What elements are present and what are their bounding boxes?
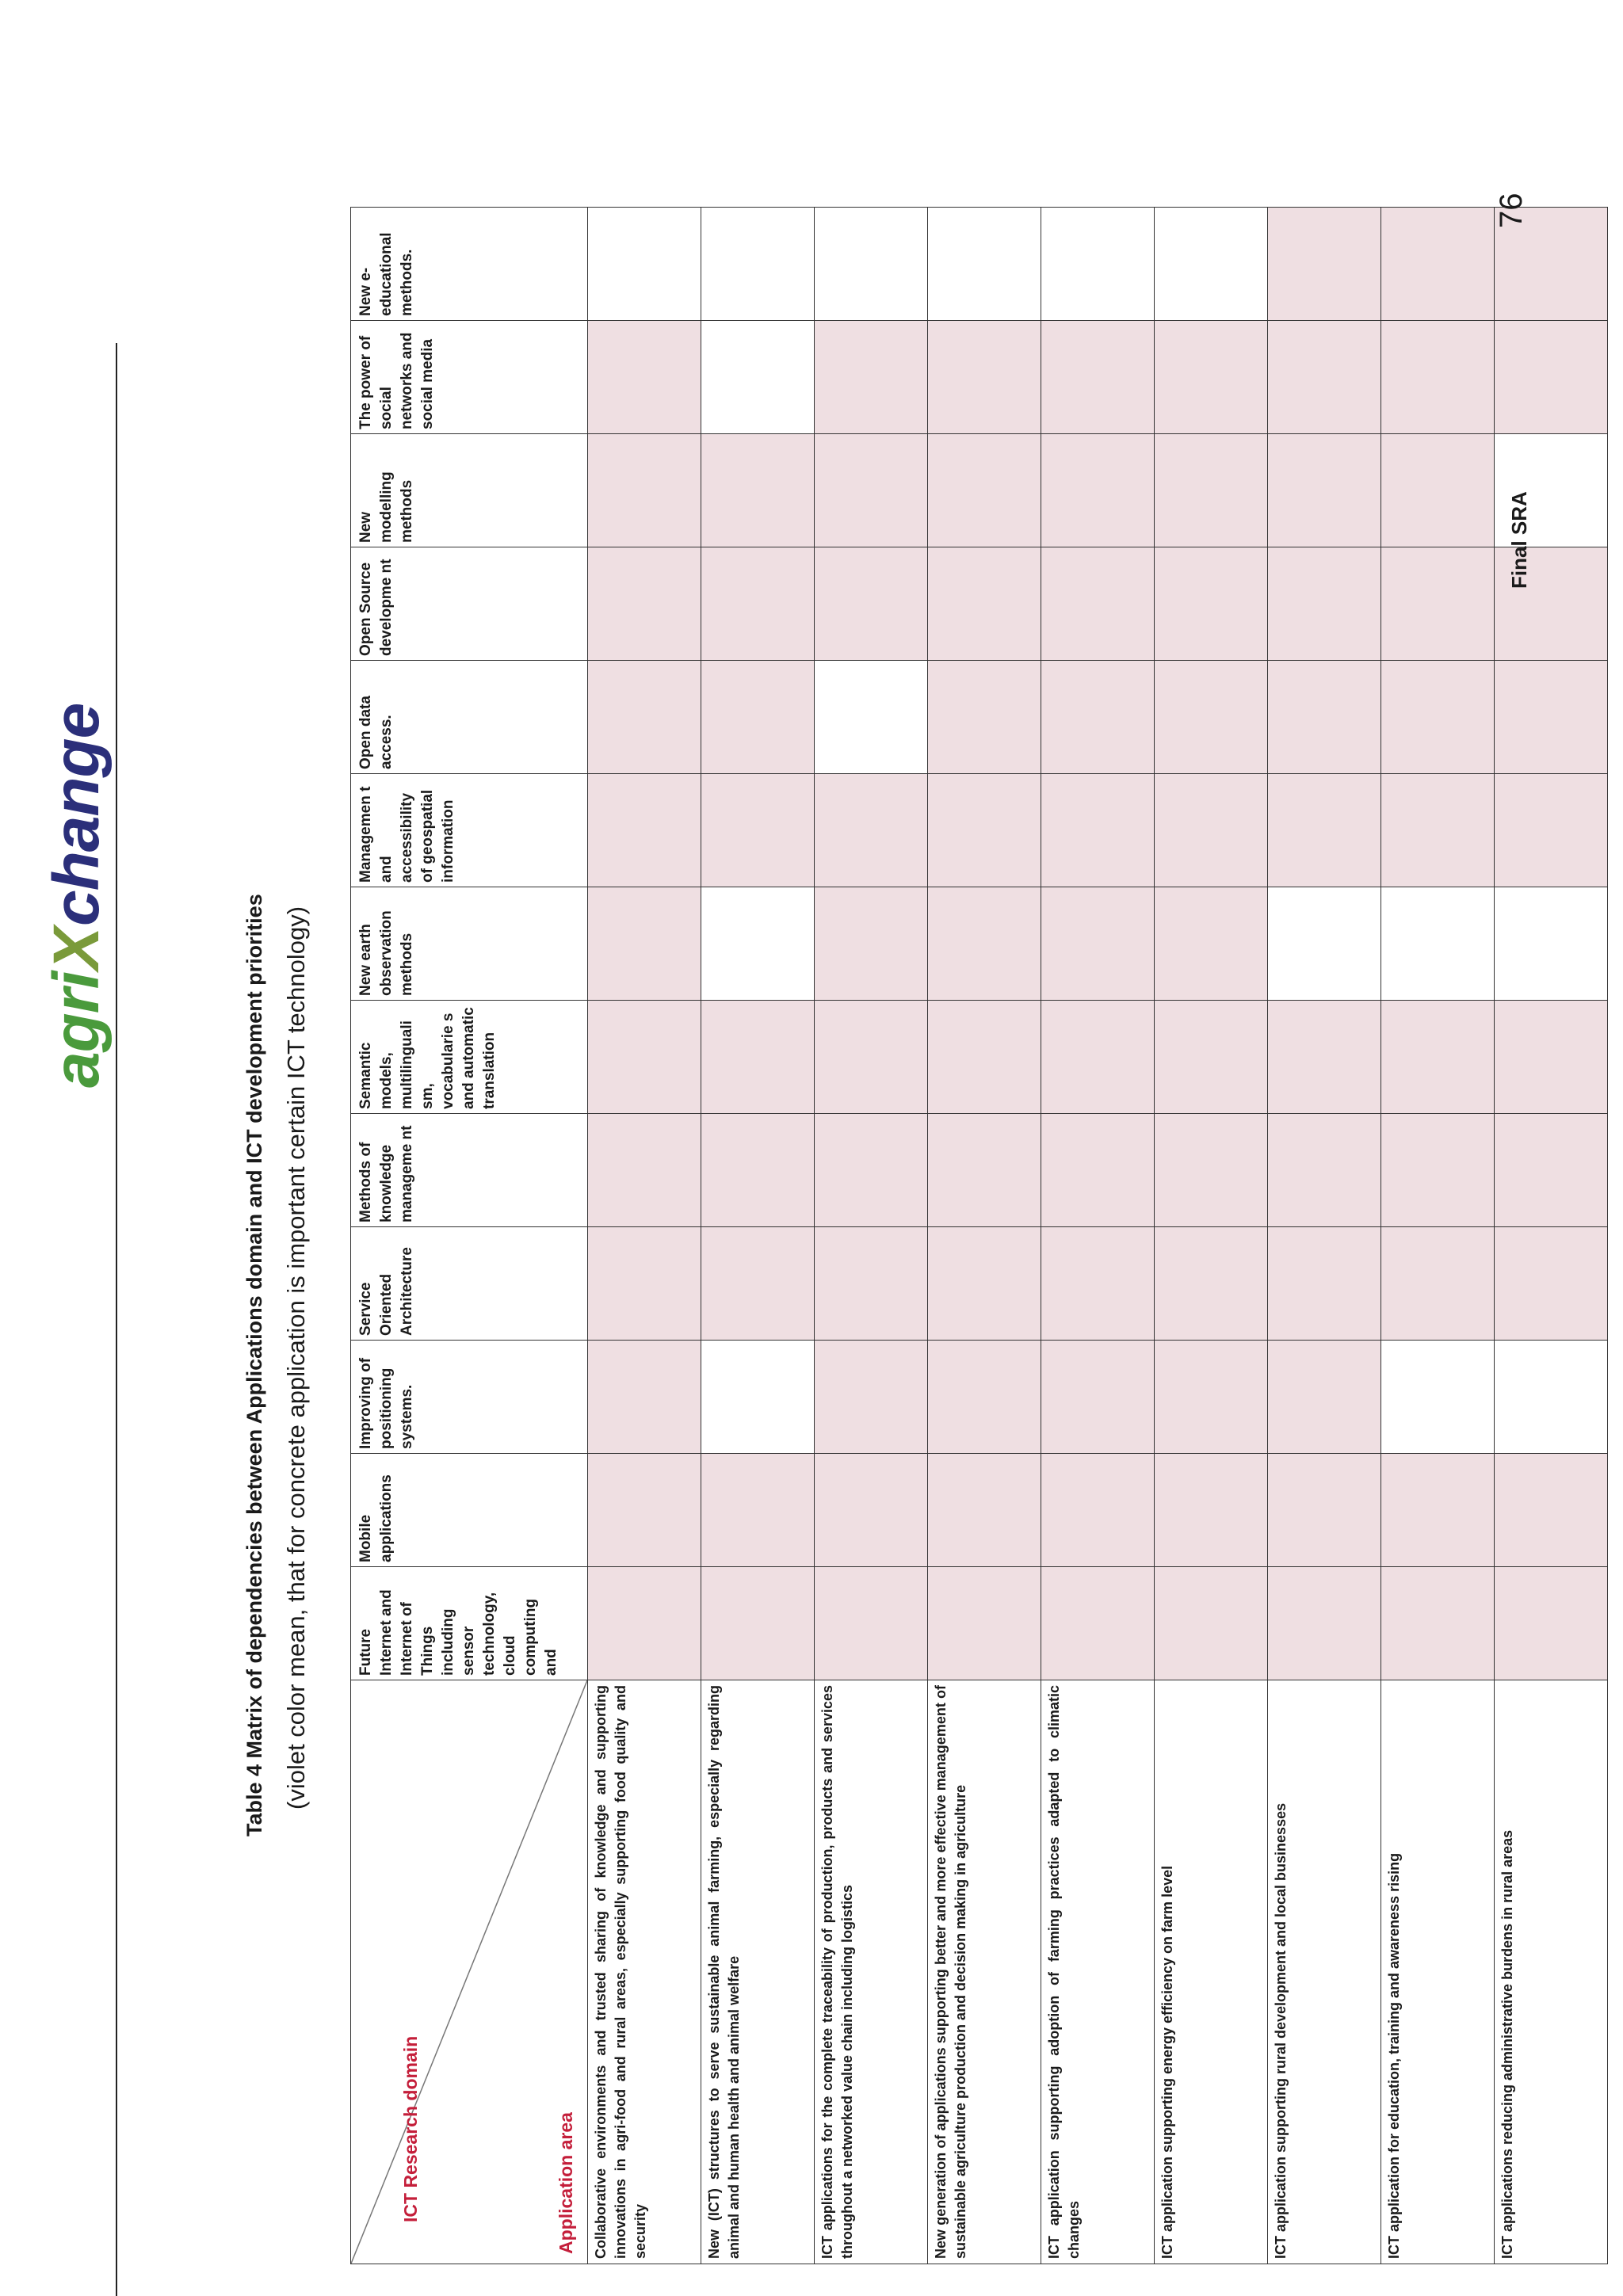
application-area-text: Collaborative environments and trusted sharing of knowledge and supporting innovations in agri-food and rural areas, especially supporting food quality and security xyxy=(593,1685,648,2259)
column-header xyxy=(351,1341,588,1454)
column-header-text: Improving of positioning systems. xyxy=(357,1357,415,1449)
column-header-text: Methods of knowledge manageme nt xyxy=(357,1125,415,1222)
dependency-cell xyxy=(928,1341,1041,1454)
dependency-cell xyxy=(928,321,1041,434)
matrix-header-row xyxy=(351,208,588,2264)
dependency-cell xyxy=(928,887,1041,1001)
logo-agri: agri xyxy=(40,971,113,1088)
column-header xyxy=(351,1114,588,1227)
dependency-cell xyxy=(588,1001,701,1114)
dependency-cell xyxy=(588,1567,701,1680)
logo-x: X xyxy=(40,927,113,971)
application-area-text: New (ICT) structures to serve sustainable animal farming, especially regarding animal and human health and animal welfare xyxy=(706,1685,742,2259)
application-area-text: New generation of applications supporting better and more effective management of sustainable agriculture production and decision making in agriculture xyxy=(933,1685,968,2259)
column-header xyxy=(351,434,588,547)
footer-label: Final SRA xyxy=(1507,491,1531,589)
column-header-text: New earth observation methods xyxy=(357,910,415,996)
dependency-cell xyxy=(701,547,815,661)
dependency-cell xyxy=(701,1454,815,1567)
dependency-cell xyxy=(1155,1454,1268,1567)
column-header xyxy=(351,208,588,321)
application-area-label: Application area xyxy=(556,2112,576,2254)
empty-cell xyxy=(1495,1341,1608,1454)
dependency-cell xyxy=(588,434,701,547)
application-area-text: ICT application supporting rural development and local businesses xyxy=(1273,1802,1289,2259)
matrix-row xyxy=(1268,208,1381,2264)
dependency-cell xyxy=(1041,434,1155,547)
column-header xyxy=(351,661,588,774)
matrix-row xyxy=(928,208,1041,2264)
table-title: Table 4 Matrix of dependencies between Applications domain and ICT development priorities xyxy=(242,894,266,1836)
matrix-row xyxy=(815,208,928,2264)
column-header xyxy=(351,1454,588,1567)
application-area-text: ICT applications for the complete traceability of production, products and services throughout a networked value chain including logistics xyxy=(819,1685,855,2259)
matrix-row xyxy=(1381,208,1495,2264)
matrix-row xyxy=(588,208,701,2264)
dependency-cell xyxy=(815,774,928,887)
dependency-cell xyxy=(588,1341,701,1454)
dependency-cell xyxy=(1041,774,1155,887)
dependency-cell xyxy=(1495,1227,1608,1341)
dependency-cell xyxy=(1495,1567,1608,1680)
dependency-cell xyxy=(1041,1114,1155,1227)
corner-diagonal-line xyxy=(351,1680,587,2264)
column-header xyxy=(351,1001,588,1114)
dependency-cell xyxy=(1268,321,1381,434)
dependency-cell xyxy=(1495,1454,1608,1567)
dependency-cell xyxy=(1381,547,1495,661)
empty-cell xyxy=(1155,208,1268,321)
dependency-cell xyxy=(1155,1227,1268,1341)
dependency-cell xyxy=(588,1454,701,1567)
empty-cell xyxy=(1495,887,1608,1001)
row-header xyxy=(588,1680,701,2264)
dependency-cell xyxy=(1381,1567,1495,1680)
dependency-cell xyxy=(928,1001,1041,1114)
dependency-cell xyxy=(815,887,928,1001)
dependency-cell xyxy=(701,1227,815,1341)
dependency-cell xyxy=(1381,1454,1495,1567)
dependency-cell xyxy=(1268,1341,1381,1454)
dependency-cell xyxy=(701,774,815,887)
dependency-cell xyxy=(928,1454,1041,1567)
dependency-cell xyxy=(928,547,1041,661)
dependency-cell xyxy=(1268,1227,1381,1341)
matrix-row xyxy=(1155,208,1268,2264)
dependency-cell xyxy=(815,321,928,434)
application-area-text: ICT application for education, training and awareness rising xyxy=(1386,1852,1402,2259)
empty-cell xyxy=(815,208,928,321)
empty-cell xyxy=(815,661,928,774)
dependency-cell xyxy=(1041,887,1155,1001)
empty-cell xyxy=(1381,1341,1495,1454)
dependency-cell xyxy=(928,1227,1041,1341)
dependency-cell xyxy=(1268,208,1381,321)
dependency-cell xyxy=(928,774,1041,887)
dependency-cell xyxy=(815,547,928,661)
row-header xyxy=(1041,1680,1155,2264)
column-header xyxy=(351,547,588,661)
dependency-cell xyxy=(1041,547,1155,661)
empty-cell xyxy=(1381,887,1495,1001)
dependency-cell xyxy=(701,1001,815,1114)
empty-cell xyxy=(701,321,815,434)
dependency-cell xyxy=(815,1227,928,1341)
dependency-cell xyxy=(1155,1114,1268,1227)
dependency-cell xyxy=(588,774,701,887)
dependency-cell xyxy=(928,661,1041,774)
column-header xyxy=(351,321,588,434)
dependency-cell xyxy=(1041,1001,1155,1114)
dependency-cell xyxy=(1155,661,1268,774)
column-header-text: Managemen t and accessibility of geospatial information xyxy=(357,786,456,883)
dependency-cell xyxy=(1268,661,1381,774)
column-header-text: Open data access. xyxy=(357,696,395,769)
dependency-cell xyxy=(1381,321,1495,434)
row-header xyxy=(701,1680,815,2264)
dependency-cell xyxy=(701,1567,815,1680)
dependency-cell xyxy=(588,321,701,434)
matrix-row xyxy=(701,208,815,2264)
row-header xyxy=(1495,1680,1608,2264)
dependency-cell xyxy=(1381,1227,1495,1341)
agrixchange-logo xyxy=(33,703,120,1088)
dependency-cell xyxy=(815,1567,928,1680)
dependency-cell xyxy=(701,1114,815,1227)
page-number: 76 xyxy=(1494,193,1529,228)
dependency-cell xyxy=(1268,1001,1381,1114)
application-area-text: ICT application supporting adoption of farming practices adapted to climatic changes xyxy=(1046,1685,1082,2259)
column-header-text: New modelling methods xyxy=(357,471,415,543)
dependency-cell xyxy=(1041,1567,1155,1680)
empty-cell xyxy=(701,1341,815,1454)
empty-cell xyxy=(701,208,815,321)
dependency-cell xyxy=(1041,321,1155,434)
logo-change: change xyxy=(40,703,113,926)
dependency-cell xyxy=(928,1114,1041,1227)
column-header-text: New e-educational methods. xyxy=(357,232,415,316)
column-header-text: Mobile applications xyxy=(357,1474,395,1562)
column-header xyxy=(351,1567,588,1680)
dependency-cell xyxy=(1155,321,1268,434)
table-subtitle: (violet color mean, that for concrete application is important certain ICT technology) xyxy=(282,906,310,1810)
dependency-cell xyxy=(1495,1001,1608,1114)
dependency-cell xyxy=(1155,434,1268,547)
column-header-text: Service Oriented Architecture xyxy=(357,1247,415,1336)
dependency-cell xyxy=(1268,547,1381,661)
dependency-matrix xyxy=(350,207,1608,2264)
dependency-cell xyxy=(1268,1454,1381,1567)
matrix-table xyxy=(350,207,1608,2264)
empty-cell xyxy=(1041,208,1155,321)
dependency-cell xyxy=(1495,321,1608,434)
empty-cell xyxy=(1268,887,1381,1001)
dependency-cell xyxy=(1268,1567,1381,1680)
dependency-cell xyxy=(1041,661,1155,774)
dependency-cell xyxy=(1155,1341,1268,1454)
dependency-cell xyxy=(1495,1114,1608,1227)
column-header xyxy=(351,1227,588,1341)
dependency-cell xyxy=(1155,1567,1268,1680)
dependency-cell xyxy=(1495,661,1608,774)
dependency-cell xyxy=(588,661,701,774)
dependency-cell xyxy=(1381,434,1495,547)
empty-cell xyxy=(928,208,1041,321)
row-header xyxy=(1268,1680,1381,2264)
column-header-text: The power of social networks and social media xyxy=(357,332,436,429)
row-header xyxy=(1381,1680,1495,2264)
dependency-cell xyxy=(1381,1001,1495,1114)
dependency-cell xyxy=(1495,774,1608,887)
dependency-cell xyxy=(588,887,701,1001)
row-header xyxy=(928,1680,1041,2264)
dependency-cell xyxy=(1041,1227,1155,1341)
dependency-cell xyxy=(1381,1114,1495,1227)
dependency-cell xyxy=(1041,1341,1155,1454)
column-header xyxy=(351,774,588,887)
dependency-cell xyxy=(701,434,815,547)
dependency-cell xyxy=(1381,661,1495,774)
empty-cell xyxy=(588,208,701,321)
dependency-cell xyxy=(1155,774,1268,887)
dependency-cell xyxy=(815,1341,928,1454)
matrix-corner-cell xyxy=(351,1680,588,2264)
empty-cell xyxy=(701,887,815,1001)
dependency-cell xyxy=(1381,208,1495,321)
row-header xyxy=(815,1680,928,2264)
dependency-cell xyxy=(588,1227,701,1341)
dependency-cell xyxy=(1268,434,1381,547)
dependency-cell xyxy=(815,1001,928,1114)
dependency-cell xyxy=(1268,1114,1381,1227)
dependency-cell xyxy=(1155,547,1268,661)
dependency-cell xyxy=(1268,774,1381,887)
dependency-cell xyxy=(1381,774,1495,887)
matrix-row xyxy=(1041,208,1155,2264)
dependency-cell xyxy=(1155,1001,1268,1114)
dependency-cell xyxy=(815,1114,928,1227)
column-header-text: Semantic models, multilinguali sm, vocabularie s and automatic translation xyxy=(357,1007,498,1109)
dependency-cell xyxy=(588,547,701,661)
dependency-cell xyxy=(928,1567,1041,1680)
column-header xyxy=(351,887,588,1001)
dependency-cell xyxy=(1041,1454,1155,1567)
dependency-cell xyxy=(815,1454,928,1567)
column-header-text: Open Source developme nt xyxy=(357,559,395,656)
dependency-cell xyxy=(928,434,1041,547)
dependency-cell xyxy=(815,434,928,547)
row-header xyxy=(1155,1680,1268,2264)
dependency-cell xyxy=(701,661,815,774)
column-header-text: Future Internet and Internet of Things including sensor technology, cloud computing and xyxy=(357,1589,559,1676)
application-area-text: ICT application supporting energy efficiency on farm level xyxy=(1159,1865,1175,2259)
header-rule xyxy=(116,343,117,2296)
dependency-cell xyxy=(588,1114,701,1227)
application-area-text: ICT applications reducing administrative burdens in rural areas xyxy=(1499,1829,1515,2259)
ict-research-domain-label: ICT Research domain xyxy=(400,2035,421,2222)
dependency-cell xyxy=(1155,887,1268,1001)
